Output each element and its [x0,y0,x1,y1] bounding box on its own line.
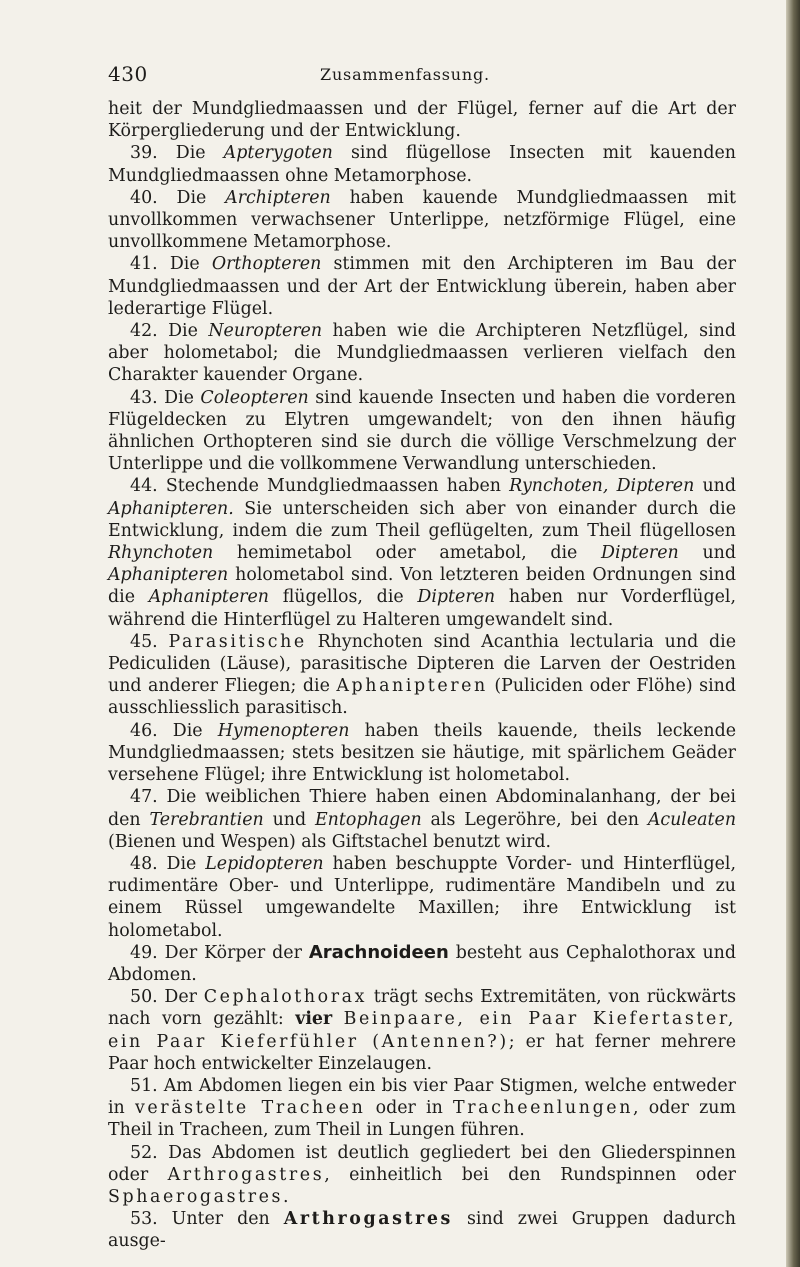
paragraph [108,253,736,320]
paragraph [108,98,736,142]
text-run: sind zwei Gruppen dadurch ausge- [108,1209,736,1252]
text-run: und [694,476,736,497]
spaced-term: Tracheenlungen [453,1098,633,1119]
spaced-term: Sphaerogastres [108,1186,284,1207]
book-edge [786,0,800,1267]
spaced-term: verästelte Tracheen [134,1098,366,1119]
text-run: 41. Die [130,254,212,275]
text-run: haben beschuppte Vorder- und Hinterflügel, rudimentäre Ober- und Unterlippe, rudimentäre Mandibeln und zu einem Rüssel umgewandelte Maxillen; ihre Entwicklung ist holometabol. [108,853,736,941]
italic-term: Dipteren [601,543,679,564]
bold-word: vier [295,1009,333,1030]
text-run: flügellos, die [268,587,418,608]
text-run: heit der Mundgliedmaassen und der Flügel, ferner auf die Art der Körpergliederung und der Entwicklung. [108,99,736,142]
text-run: trägt sechs Extremitäten, von rückwärts nach vorn gezählt: [108,987,736,1030]
text-run: sind flügellose Insecten mit kauenden Mundgliedmaassen ohne Metamorphose. [108,143,737,186]
text-run: 50. Der [130,987,204,1008]
text-run: haben theils kauende, theils leckende Mundgliedmaassen; stets besitzen sie häutige, mit spärlichem Geäder versehene Flügel; ihre Entwicklung ist holometabol. [108,720,736,786]
paragraph [108,142,736,186]
page-header [0,62,790,86]
text-run: Sie unterscheiden sich aber von einander durch die Entwicklung, indem die zum Theil geflügelten, zum Theil flügellosen [108,498,736,541]
paragraph [108,986,736,1075]
text-run: 44. Stechende Mundgliedmaassen haben [130,476,510,497]
italic-term: Terebrantien [149,809,264,830]
text-run [332,1009,343,1029]
text-run: stimmen mit den Archipteren im Bau der Mundgliedmaassen und der Art der Entwicklung überein, haben aber lederartige Flügel. [108,254,736,319]
paragraph [108,1075,736,1142]
text-run: und [263,809,315,830]
text-run: ; er hat ferner mehrere Paar hoch entwickelter Einzelaugen. [108,1031,736,1074]
bold-spaced-term: Arthrogastres [283,1209,453,1230]
bold-heading-term: Arachnoideen [308,941,449,963]
italic-term: Coleopteren [200,387,309,408]
text-run: haben kauende Mundgliedmaassen mit unvollkommen verwachsener Unterlippe, netzförmige Flügel, eine unvollkommene Metamorphose. [108,187,736,253]
spaced-term: Beinpaare, ein Paar Kiefertaster, ein Paar Kieferfühler (Antennen?) [108,1009,736,1052]
text-run: oder in [365,1098,453,1119]
text-run: haben wie die Archipteren Netzflügel, sind aber holometabol; die Mundgliedmaassen verlieren vielfach den Charakter kauender Organe. [108,321,736,386]
text-run: als Legeröhre, bei den [421,809,648,830]
running-head: Zusammenfassung. [320,65,490,84]
text-run: 48. Die [130,853,206,874]
italic-term: Lepidopteren [205,853,324,874]
text-run: 49. Der Körper der [130,942,309,963]
text-run: hemimetabol oder ametabol, die [213,543,602,564]
spaced-term: Aphanipteren [336,676,488,697]
italic-term: Aphanipteren. [108,498,234,519]
text-run: holometabol sind. Von letzteren beiden Ordnungen sind die [108,565,736,608]
text-run: , einheitlich bei den Rundspinnen oder [324,1164,736,1185]
italic-term: Apterygoten [223,143,333,164]
text-run: 52. Das Abdomen ist deutlich gegliedert bei den Gliederspinnen oder [108,1142,736,1185]
spaced-term: Arthrogastres [167,1164,325,1185]
paragraph [108,942,736,986]
italic-term: Aphanipteren [108,565,229,586]
text-run: 42. Die [130,321,209,342]
italic-term: Rynchoten, Dipteren [509,476,695,497]
text-run: 43. Die [130,387,201,408]
italic-term: Aphanipteren [148,587,269,608]
paragraph [108,853,736,942]
italic-term: Entophagen [314,809,422,830]
text-run: 47. Die weiblichen Thiere haben einen Abdominalanhang, der bei den [108,787,736,830]
text-run: und [678,543,736,564]
italic-term: Dipteren [417,587,496,608]
paragraph [108,187,736,254]
text-run: (Puliciden oder Flöhe) sind ausschliesslich parasitisch. [108,676,736,719]
text-run: . [283,1186,289,1207]
text-run: 45. [130,631,169,652]
italic-term: Orthopteren [211,254,322,275]
italic-term: Archipteren [225,187,331,208]
italic-term: Neuropteren [208,321,323,342]
paragraph [108,320,736,387]
spaced-term: Parasitische [168,631,307,652]
text-run: haben nur Vorderflügel, während die Hinterflügel zu Halteren umgewandelt sind. [108,587,737,630]
italic-term: Aculeaten [647,809,737,830]
italic-term: Rhynchoten [108,543,214,564]
spaced-term: Cephalothorax [203,987,368,1008]
text-run: sind kauende Insecten und haben die vorderen Flügeldecken zu Elytren umgewandelt; von den ihnen häufig ähnlichen Orthopteren sind sie durch die völlige Verschmelzung der Unterlippe und die vollkommene Verwandlung unterschieden. [108,387,737,475]
body-text [108,98,736,1253]
paragraph [108,786,736,853]
text-run: Rhynchoten sind Acanthia lectularia und die Pediculiden (Läuse), parasitische Dipteren die Larven der Oestriden und anderer Fliegen; die [108,631,736,697]
text-run: , oder zum Theil in Tracheen, zum Theil in Lungen führen. [108,1098,736,1141]
paragraph [108,387,736,476]
text-run: (Bienen und Wespen) als Giftstachel benutzt wird. [108,831,552,852]
text-run: besteht aus Cephalothorax und Abdomen. [108,942,736,985]
text-run: 51. Am Abdomen liegen ein bis vier Paar Stigmen, welche entweder in [108,1075,736,1119]
text-run: 53. Unter den [130,1209,284,1230]
text-run: 39. Die [130,143,224,164]
paragraph [108,475,736,630]
paragraph [108,1142,736,1209]
paragraph [108,720,736,787]
page-number: 430 [108,62,148,86]
italic-term: Hymenopteren [217,720,350,741]
text-run: 46. Die [130,720,218,741]
paragraph [108,1208,736,1252]
paragraph [108,631,736,720]
text-run: 40. Die [130,187,226,208]
